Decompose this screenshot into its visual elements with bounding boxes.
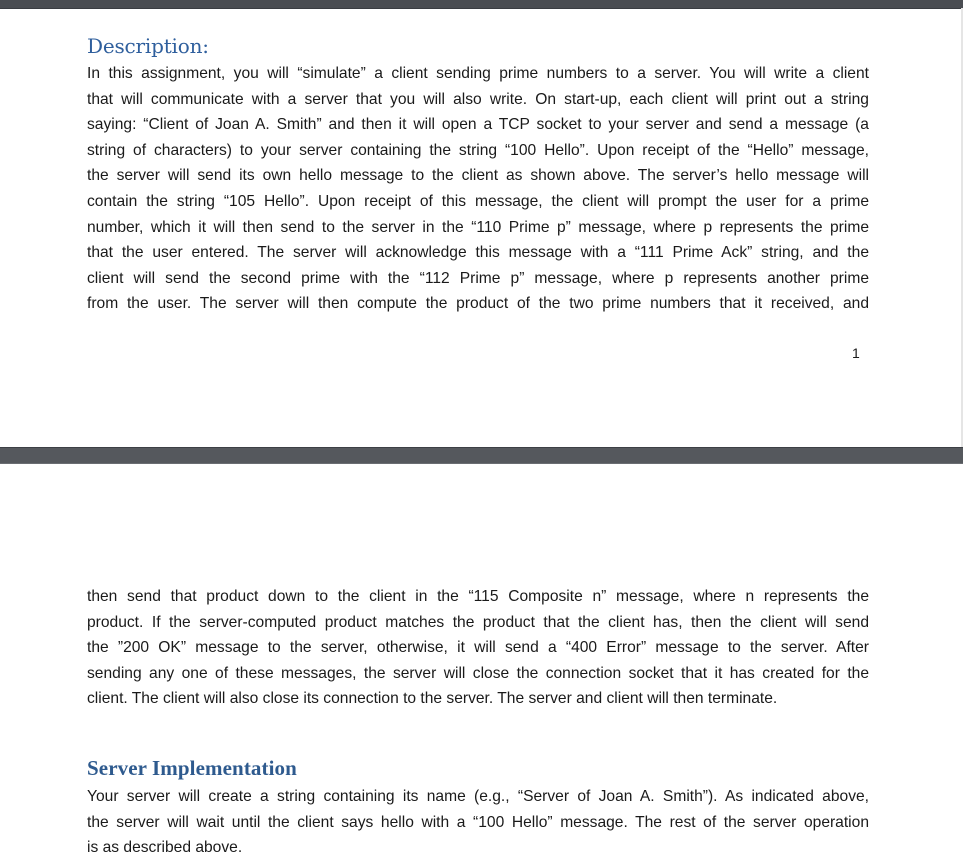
paragraph-line: the server will wait until the client says hello with a “100 Hello” message. The rest of the server operation: [87, 813, 869, 831]
paragraph-line: client will send the second prime with the “112 Prime p” message, where p represents another prime: [87, 269, 869, 287]
paragraph-line: sending any one of these messages, the server will close the connection socket that it has created for the: [87, 664, 869, 682]
description-paragraph: [87, 61, 869, 317]
paragraph-line: that the user entered. The server will acknowledge this message with a “111 Prime Ack” string, and the: [87, 244, 869, 262]
paragraph-line: contain the string “105 Hello”. Upon receipt of this message, the client will prompt the user for a prime: [87, 192, 869, 210]
description-paragraph-continued: [87, 584, 869, 712]
viewer-top-bar: [0, 0, 963, 9]
page-number: 1: [852, 345, 860, 361]
paragraph-line: that will communicate with a server that you will also write. On start-up, each client will print out a string: [87, 90, 869, 108]
section-heading-description: Description:: [87, 34, 209, 58]
paragraph-line: then send that product down to the client in the “115 Composite n” message, where n represents the: [87, 588, 869, 605]
paragraph-line: Your server will create a string containing its name (e.g., “Server of Joan A. Smith”). As indicated above,: [87, 788, 869, 805]
paragraph-line: In this assignment, you will “simulate” a client sending prime numbers to a server. You will write a client: [87, 65, 869, 82]
paragraph-line: is as described above.: [87, 839, 243, 857]
page-separator: [0, 447, 963, 464]
paragraph-line: saying: “Client of Joan A. Smith” and then it will open a TCP socket to your server and send a message (a: [87, 116, 869, 134]
paragraph-line: number, which it will then send to the server in the “110 Prime p” message, where p represents the prime: [87, 218, 869, 236]
paragraph-line: the ”200 OK” message to the server, otherwise, it will send a “400 Error” message to the server. After: [87, 639, 869, 657]
paragraph-line: the server will send its own hello message to the client as shown above. The server’s hello message will: [87, 167, 869, 185]
paragraph-line: client. The client will also close its connection to the server. The server and client will then terminate.: [87, 690, 778, 708]
section-heading-server-implementation: Server Implementation: [87, 756, 297, 780]
paragraph-line: string of characters) to your server containing the string “100 Hello”. Upon receipt of the “Hello” message,: [87, 141, 869, 159]
paragraph-line: product. If the server-computed product matches the product that the client has, then the client will send: [87, 613, 869, 631]
paragraph-line: from the user. The server will then compute the product of the two prime numbers that it received, and: [87, 295, 869, 313]
server-implementation-paragraph: [87, 784, 869, 861]
